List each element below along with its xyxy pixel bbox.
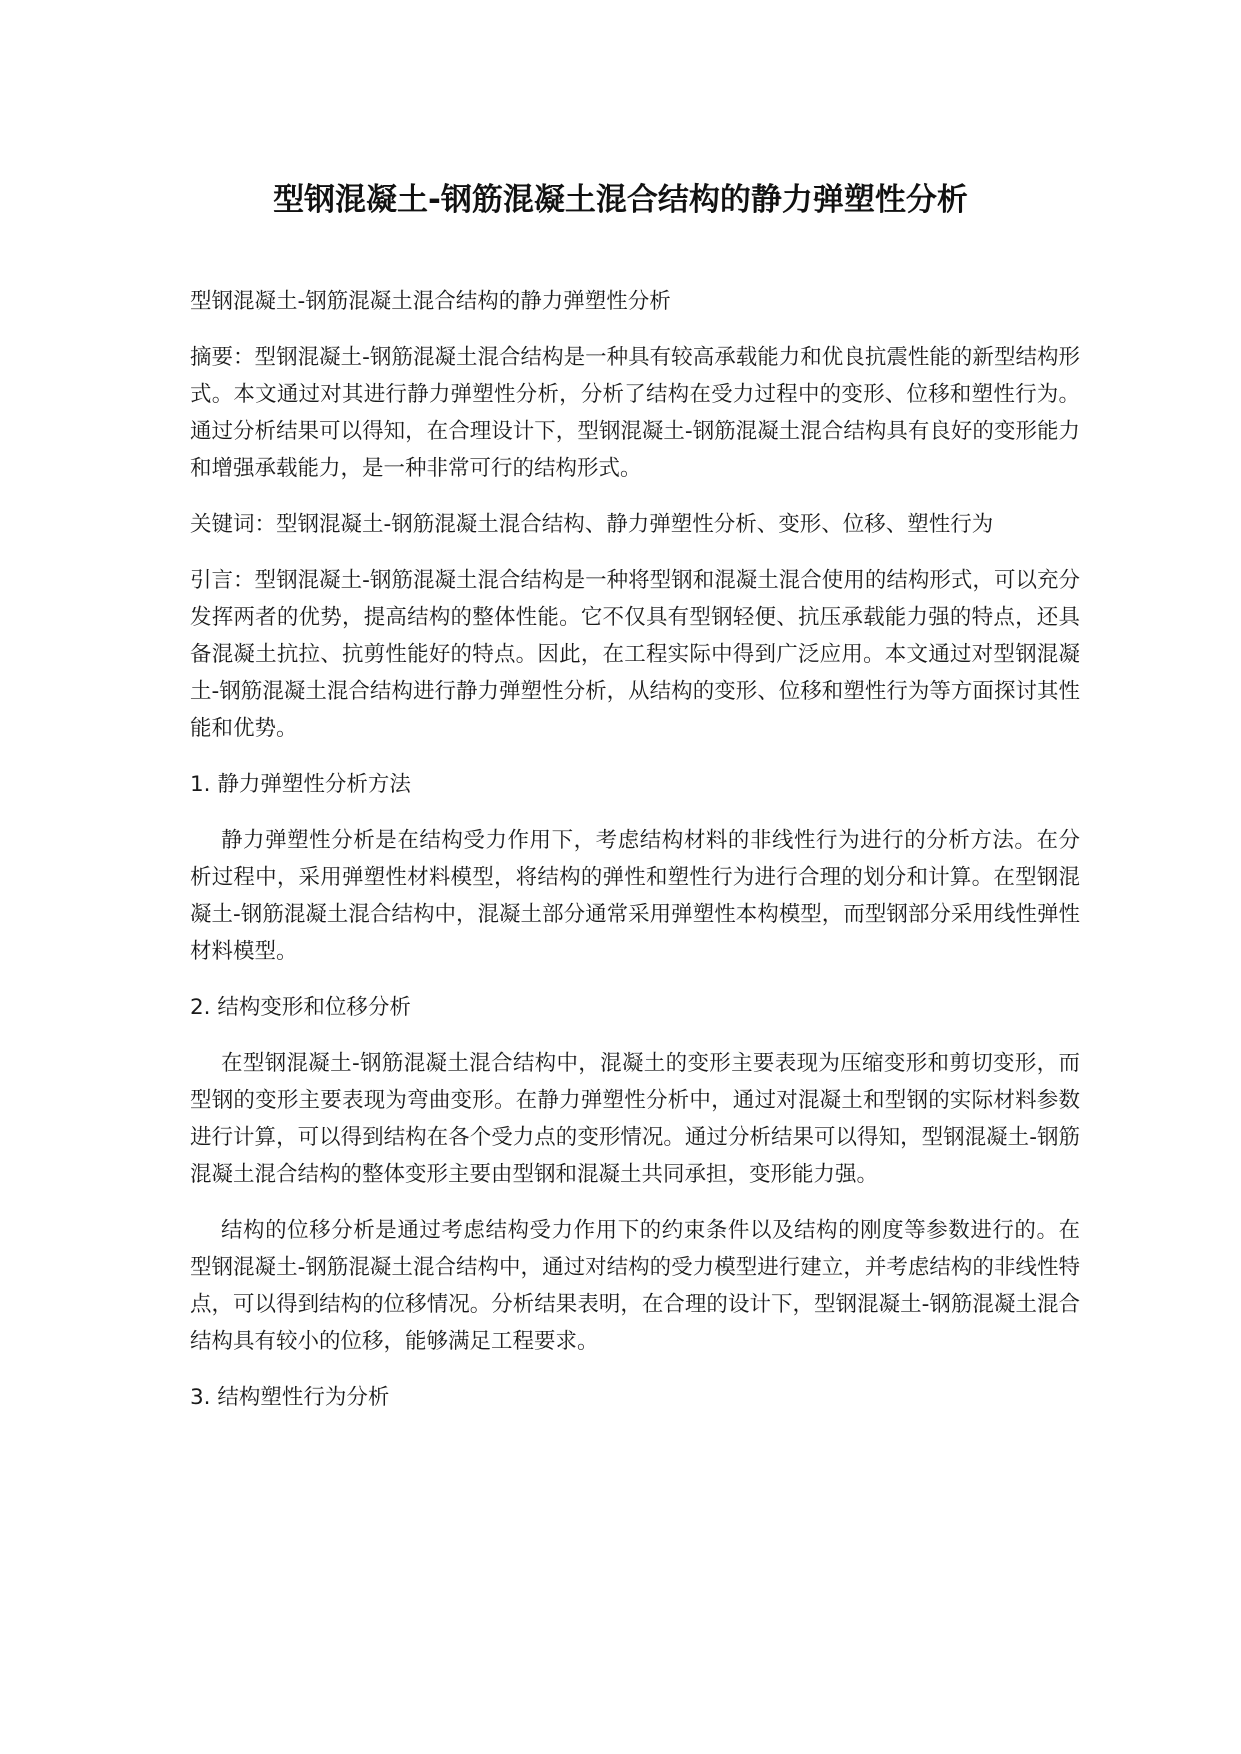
document-subtitle: 型钢混凝土-钢筋混凝土混合结构的静力弹塑性分析 — [190, 289, 671, 314]
document-body — [190, 283, 1080, 1416]
section-2-heading: 2. 结构变形和位移分析 — [190, 995, 411, 1020]
section-1-paragraph: 静力弹塑性分析是在结构受力作用下，考虑结构材料的非线性行为进行的分析方法。在分析过程中，采用弹塑性材料模型，将结构的弹性和塑性行为进行合理的划分和计算。在型钢混凝土-钢筋混凝土混合结构中，混凝土部分通常采用弹塑性本构模型，而型钢部分采用线性弹性材料模型。 — [190, 828, 1080, 964]
section-2-paragraph-1: 在型钢混凝土-钢筋混凝土混合结构中，混凝土的变形主要表现为压缩变形和剪切变形，而型钢的变形主要表现为弯曲变形。在静力弹塑性分析中，通过对混凝土和型钢的实际材料参数进行计算，可以得到结构在各个受力点的变形情况。通过分析结果可以得知，型钢混凝土-钢筋混凝土混合结构的整体变形主要由型钢和混凝土共同承担，变形能力强。 — [190, 1051, 1080, 1187]
document-title: 型钢混凝土-钢筋混凝土混合结构的静力弹塑性分析 — [273, 182, 968, 218]
section-1-heading: 1. 静力弹塑性分析方法 — [190, 772, 411, 797]
introduction-paragraph: 引言：型钢混凝土-钢筋混凝土混合结构是一种将型钢和混凝土混合使用的结构形式，可以充分发挥两者的优势，提高结构的整体性能。它不仅具有型钢轻便、抗压承载能力强的特点，还具备混凝土抗拉、抗剪性能好的特点。因此，在工程实际中得到广泛应用。本文通过对型钢混凝土-钢筋混凝土混合结构进行静力弹塑性分析，从结构的变形、位移和塑性行为等方面探讨其性能和优势。 — [190, 568, 1080, 741]
section-2-paragraph-2: 结构的位移分析是通过考虑结构受力作用下的约束条件以及结构的刚度等参数进行的。在型钢混凝土-钢筋混凝土混合结构中，通过对结构的受力模型进行建立，并考虑结构的非线性特点，可以得到结构的位移情况。分析结果表明，在合理的设计下，型钢混凝土-钢筋混凝土混合结构具有较小的位移，能够满足工程要求。 — [190, 1218, 1080, 1354]
keywords-paragraph: 关键词：型钢混凝土-钢筋混凝土混合结构、静力弹塑性分析、变形、位移、塑性行为 — [190, 512, 994, 537]
section-3-heading: 3. 结构塑性行为分析 — [190, 1385, 390, 1410]
abstract-paragraph: 摘要：型钢混凝土-钢筋混凝土混合结构是一种具有较高承载能力和优良抗震性能的新型结构形式。本文通过对其进行静力弹塑性分析，分析了结构在受力过程中的变形、位移和塑性行为。通过分析结果可以得知，在合理设计下，型钢混凝土-钢筋混凝土混合结构具有良好的变形能力和增强承载能力，是一种非常可行的结构形式。 — [190, 345, 1080, 481]
